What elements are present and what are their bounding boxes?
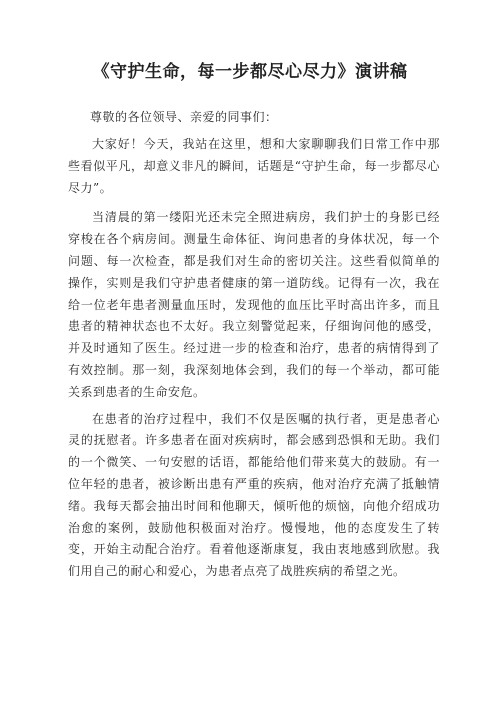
page-title: 《守护生命，每一步都尽心尽力》演讲稿: [92, 62, 408, 82]
paragraph-morning-rounds: 当清晨的第一缕阳光还未完全照进病房，我们护士的身影已经穿梭在各个病房间。测量生命体征、询问患者的身体状况，每一个问题、每一次检查，都是我们对生命的密切关注。这些看似简单的操作，实则是我们守护患者健康的第一道防线。记得有一次，我在给一位老年患者测量血压时，发现他的血压比平时高出许多，而且患者的精神状态也不太好。我立刻警觉起来，仔细询问他的感受，并及时通知了医生。经过进一步的检查和治疗，患者的病情得到了有效控制。那一刻，我深刻地体会到，我们的每一个举动，都可能关系到患者的生命安危。: [68, 210, 440, 399]
paragraph-patient-comfort: 在患者的治疗过程中，我们不仅是医嘱的执行者，更是患者心灵的抚慰者。许多患者在面对疾病时，都会感到恐惧和无助。我们的一个微笑、一句安慰的话语，都能给他们带来莫大的鼓励。有一位年轻的患者，被诊断出患有严重的疾病，他对治疗充满了抵触情绪。我每天都会抽出时间和他聊天，倾听他的烦恼，向他介绍成功治愈的案例，鼓励他积极面对治疗。慢慢地，他的态度发生了转变，开始主动配合治疗。看着他逐渐康复，我由衷地感到欣慰。我们用自己的耐心和爱心，为患者点亮了战胜疾病的希望之光。: [68, 411, 440, 579]
salutation: 尊敬的各位领导、亲爱的同事们：: [90, 110, 278, 124]
paragraph-intro: 大家好！今天，我站在这里，想和大家聊聊我们日常工作中那些看似平凡，却意义非凡的瞬间，话题是“守护生命，每一步都尽心尽力”。: [68, 137, 440, 195]
